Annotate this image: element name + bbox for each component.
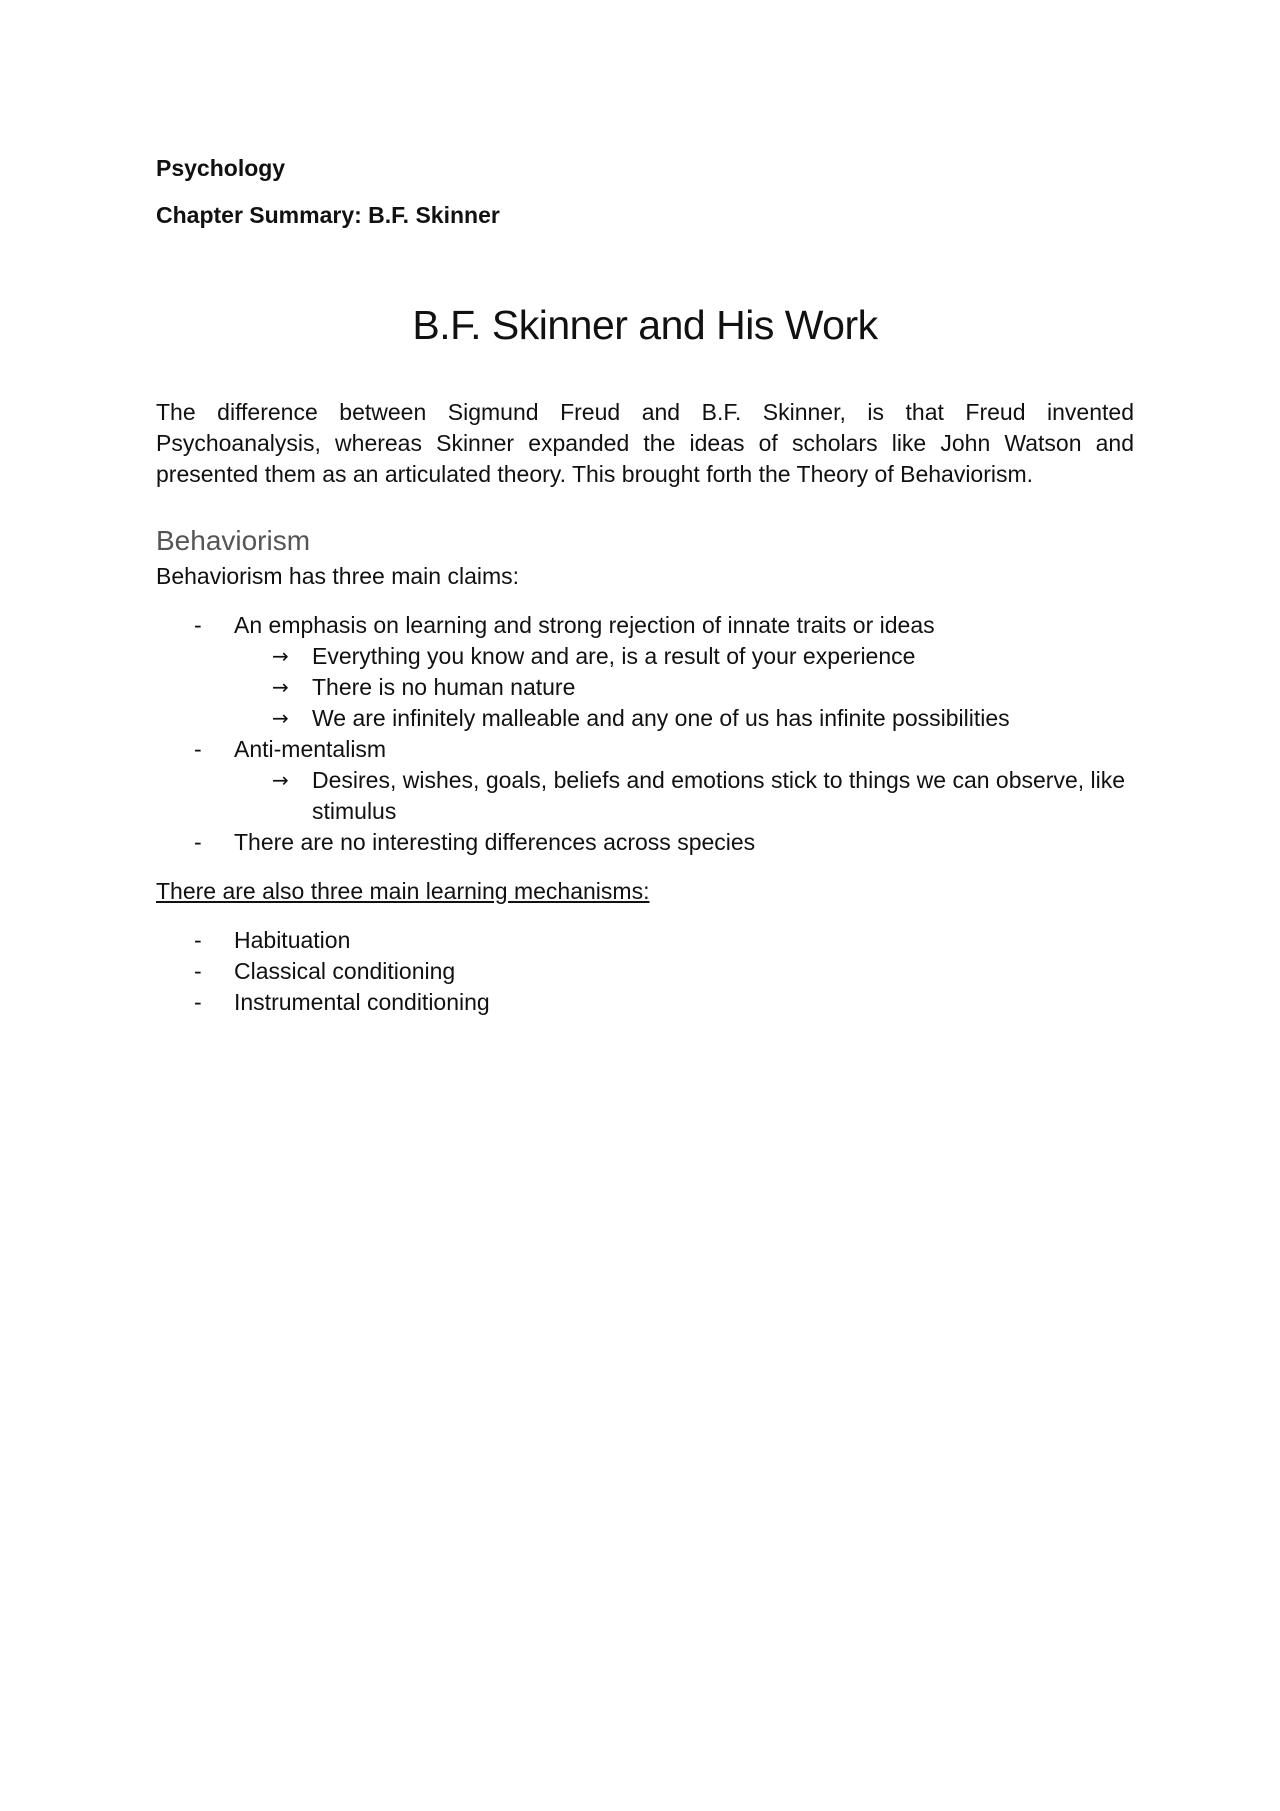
intro-paragraph: The difference between Sigmund Freud and B.F. Skinner, is that Freud invented Psychoanalysis, whereas Skinner expanded the ideas of scholars like John Watson and presented them as an articulated theory. This brought forth the Theory of Behaviorism. [156,399,1134,487]
mechanism-item [156,925,1134,956]
mechanism-text: Habituation [234,927,351,953]
sub-claim-text: We are infinitely malleable and any one of us has infinite possibilities [312,705,1010,731]
sub-claim-item [156,672,1134,703]
arrow-icon: → [272,706,289,730]
mechanisms-list [156,925,1134,1018]
claim-text: There are no interesting differences across species [234,829,756,855]
bullet-dash: - [194,829,202,855]
bullet-dash: - [194,989,202,1015]
mechanism-text: Instrumental conditioning [234,989,490,1015]
claim-text: Anti-mentalism [234,736,387,762]
document-title: B.F. Skinner and His Work [412,302,878,348]
sub-claim-text: Everything you know and are, is a result of your experience [312,643,916,669]
document-content [156,152,1134,1018]
bullet-dash: - [194,927,202,953]
sub-claim-item [156,765,1134,827]
sub-claim-item [156,641,1134,672]
chapter-label: Chapter Summary: B.F. Skinner [156,202,500,228]
mechanisms-heading: There are also three main learning mechanisms: [156,878,650,904]
arrow-icon: → [272,675,289,699]
arrow-icon: → [272,644,289,668]
mechanism-text: Classical conditioning [234,958,456,984]
claim-text: An emphasis on learning and strong rejection of innate traits or ideas [234,612,935,638]
sub-claim-item [156,703,1134,734]
behaviorism-lead: Behaviorism has three main claims: [156,563,520,589]
bullet-dash: - [194,958,202,984]
bullet-dash: - [194,612,202,638]
sub-claim-text: There is no human nature [312,674,576,700]
mechanism-item [156,956,1134,987]
claim-item [156,610,1134,641]
behaviorism-heading: Behaviorism [156,525,311,556]
subject-label: Psychology [156,155,286,181]
claim-item [156,827,1134,858]
claim-item [156,734,1134,765]
mechanism-item [156,987,1134,1018]
arrow-icon: → [272,768,289,792]
sub-claim-text: Desires, wishes, goals, beliefs and emotions stick to things we can observe, like stimulus [312,767,1126,824]
claims-list [156,610,1134,858]
bullet-dash: - [194,736,202,762]
